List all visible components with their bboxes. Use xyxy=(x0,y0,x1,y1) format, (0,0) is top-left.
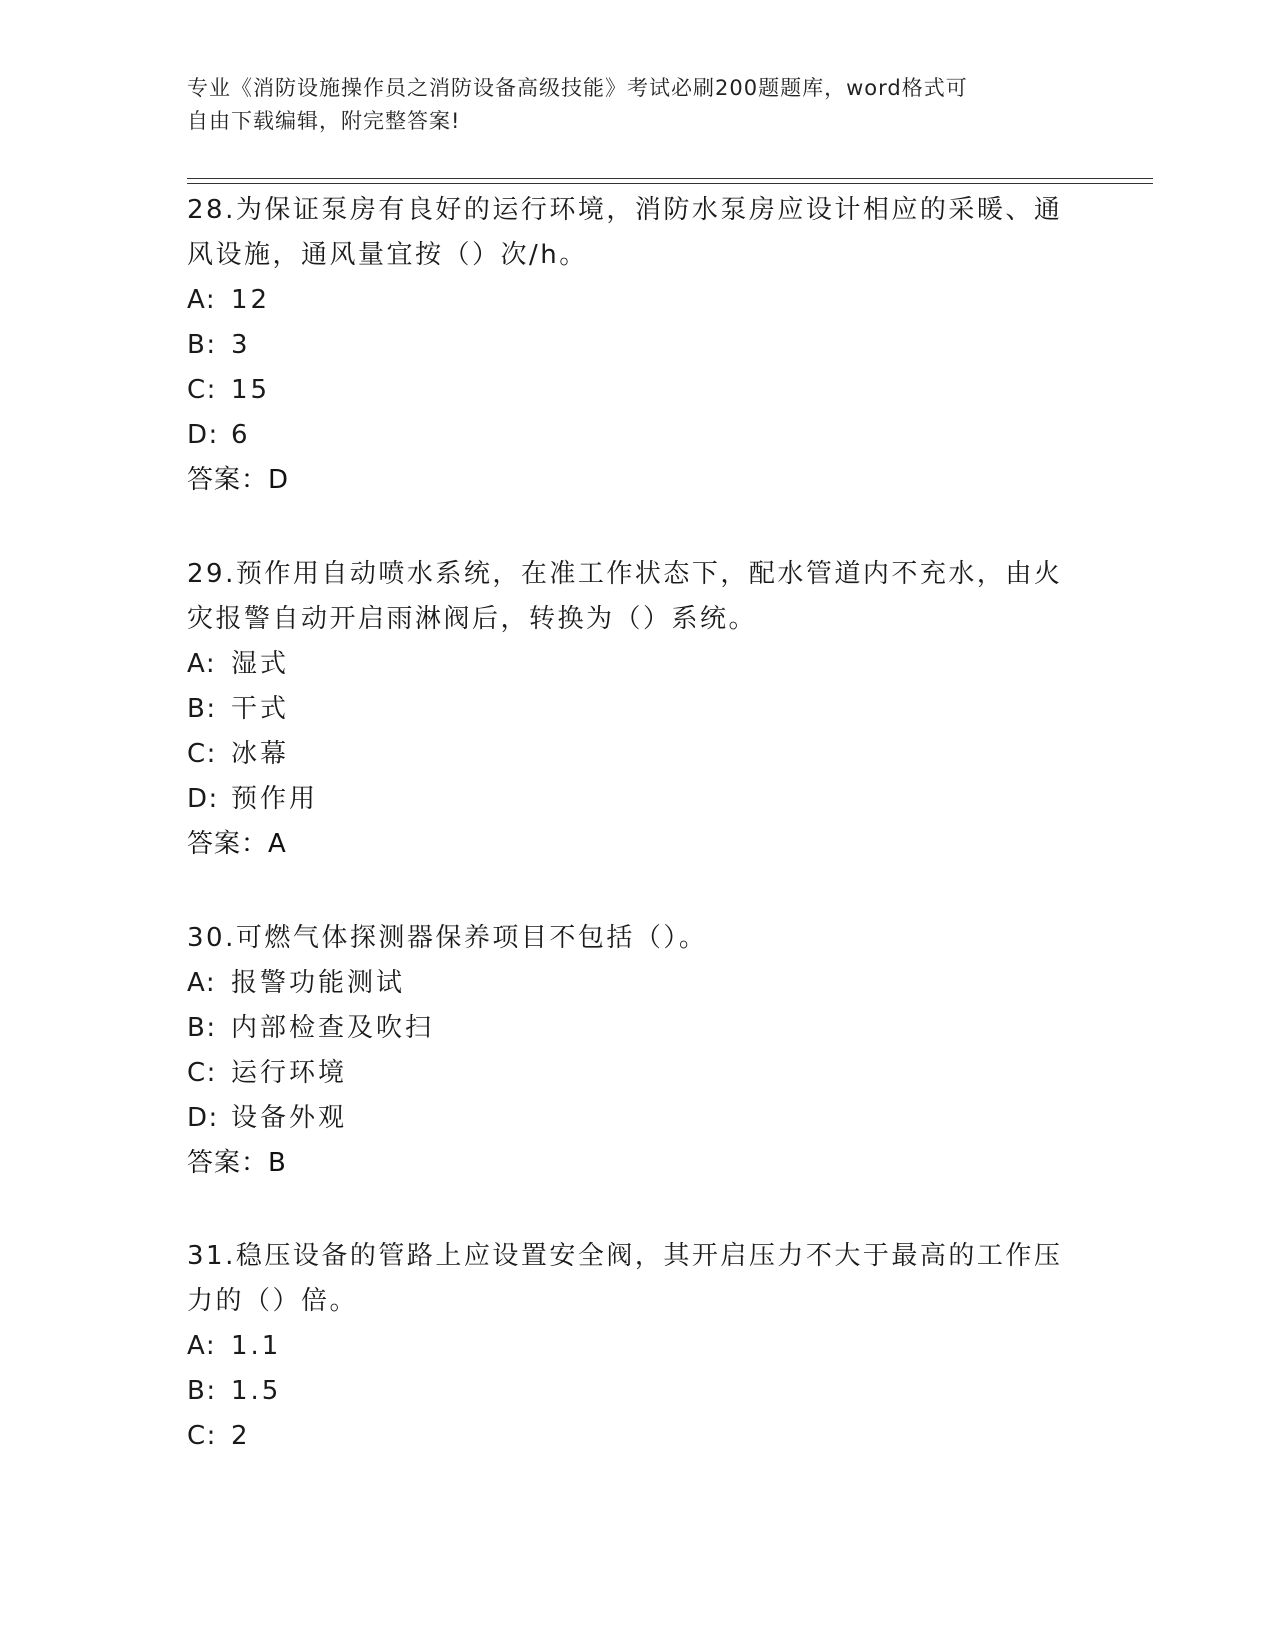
question-stem-line: 风设施，通风量宜按（）次/h。 xyxy=(187,240,588,270)
header-line-1: 专业《消防设施操作员之消防设备高级技能》考试必刷200题题库，word格式可 xyxy=(187,76,968,100)
option-b xyxy=(187,323,1087,368)
option-a xyxy=(187,961,1087,1006)
option-key: A: xyxy=(187,649,217,679)
option-key: D: xyxy=(187,784,219,814)
question-stem-line: 力的（）倍。 xyxy=(187,1286,359,1316)
question-stem-line: 28.为保证泵房有良好的运行环境，消防水泵房应设计相应的采暖、通 xyxy=(187,195,1063,225)
option-text: 1.5 xyxy=(231,1376,282,1406)
option-key: D: xyxy=(187,420,219,450)
answer-line: 答案：D xyxy=(187,465,290,495)
option-a xyxy=(187,1324,1087,1369)
option-d xyxy=(187,413,1087,458)
option-c xyxy=(187,1051,1087,1096)
option-text: 干式 xyxy=(231,694,290,724)
header-line-2: 自由下载编辑，附完整答案! xyxy=(187,109,461,133)
question-stem-line: 29.预作用自动喷水系统，在准工作状态下，配水管道内不充水，由火 xyxy=(187,559,1063,589)
option-key: C: xyxy=(187,375,217,405)
option-key: B: xyxy=(187,1376,217,1406)
option-text: 15 xyxy=(231,375,271,405)
option-key: A: xyxy=(187,285,217,315)
option-key: B: xyxy=(187,1013,217,1043)
question-stem-line: 灾报警自动开启雨淋阀后，转换为（）系统。 xyxy=(187,604,758,634)
question-30 xyxy=(187,916,1087,1186)
answer-line: 答案：A xyxy=(187,829,287,859)
question-31 xyxy=(187,1234,1087,1459)
header-divider-top xyxy=(187,178,1153,179)
option-text: 3 xyxy=(231,330,251,360)
answer-line: 答案：B xyxy=(187,1148,287,1178)
option-d xyxy=(187,1096,1087,1141)
header-divider-bottom xyxy=(187,183,1153,184)
option-text: 预作用 xyxy=(231,784,319,814)
document-header xyxy=(187,72,1067,138)
question-28 xyxy=(187,188,1087,503)
option-key: B: xyxy=(187,694,217,724)
option-key: A: xyxy=(187,1331,217,1361)
question-29 xyxy=(187,552,1087,867)
option-text: 内部检查及吹扫 xyxy=(231,1013,435,1043)
option-text: 设备外观 xyxy=(231,1103,348,1133)
option-a xyxy=(187,278,1087,323)
option-text: 报警功能测试 xyxy=(231,968,406,998)
option-key: C: xyxy=(187,1421,217,1451)
question-stem-line: 31.稳压设备的管路上应设置安全阀，其开启压力不大于最高的工作压 xyxy=(187,1241,1063,1271)
option-b xyxy=(187,1369,1087,1414)
option-b xyxy=(187,1006,1087,1051)
option-a xyxy=(187,642,1087,687)
option-key: C: xyxy=(187,739,217,769)
option-text: 6 xyxy=(231,420,251,450)
option-key: A: xyxy=(187,968,217,998)
option-c xyxy=(187,732,1087,777)
option-key: C: xyxy=(187,1058,217,1088)
option-text: 12 xyxy=(231,285,271,315)
option-d xyxy=(187,777,1087,822)
option-key: B: xyxy=(187,330,217,360)
question-stem-line: 30.可燃气体探测器保养项目不包括（）。 xyxy=(187,923,708,953)
option-c xyxy=(187,1414,1087,1459)
option-text: 1.1 xyxy=(231,1331,282,1361)
option-text: 湿式 xyxy=(231,649,290,679)
option-b xyxy=(187,687,1087,732)
option-key: D: xyxy=(187,1103,219,1133)
option-text: 2 xyxy=(231,1421,251,1451)
option-text: 运行环境 xyxy=(231,1058,348,1088)
option-text: 冰幕 xyxy=(231,739,290,769)
option-c xyxy=(187,368,1087,413)
